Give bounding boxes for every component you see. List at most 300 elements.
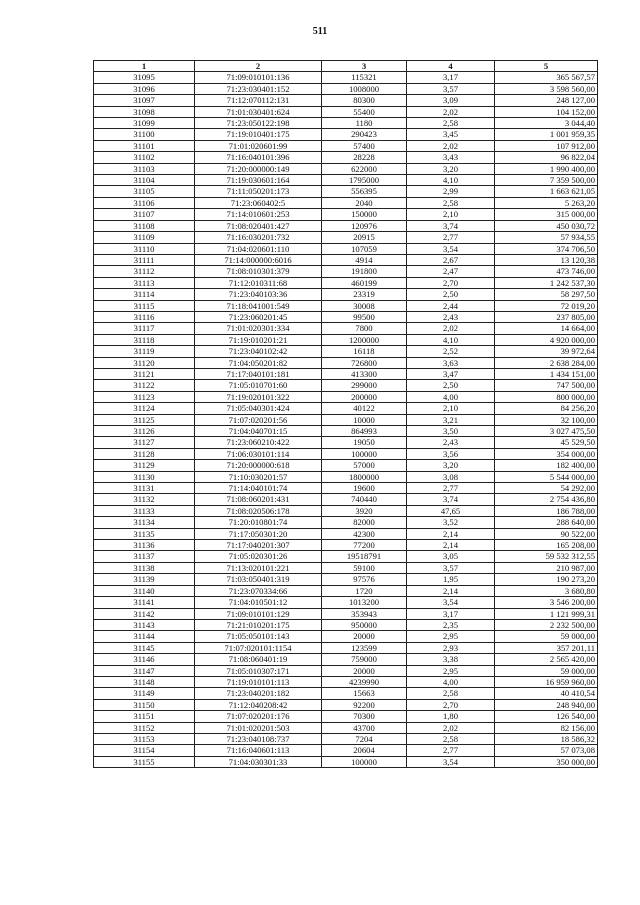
page-number: 511 xyxy=(312,26,328,37)
area-cell: 42300 xyxy=(322,528,407,539)
rate-cell: 3,57 xyxy=(407,83,495,94)
column-header-2: 2 xyxy=(195,61,322,72)
area-cell: 20000 xyxy=(322,665,407,676)
rate-cell: 3,47 xyxy=(407,368,495,379)
table-row xyxy=(94,756,598,767)
value-cell: 32 100,00 xyxy=(495,414,598,425)
value-cell: 5 544 000,00 xyxy=(495,471,598,482)
area-cell: 4914 xyxy=(322,254,407,265)
area-cell: 99500 xyxy=(322,311,407,322)
area-cell: 43700 xyxy=(322,722,407,733)
value-cell: 354 000,00 xyxy=(495,448,598,459)
value-cell: 45 529,50 xyxy=(495,437,598,448)
table-body xyxy=(94,72,598,768)
table-row xyxy=(94,551,598,562)
table-row xyxy=(94,528,598,539)
area-cell: 20604 xyxy=(322,745,407,756)
rate-cell: 2,93 xyxy=(407,642,495,653)
row-number-cell: 31139 xyxy=(94,574,195,585)
area-cell: 4239990 xyxy=(322,676,407,687)
area-cell: 20915 xyxy=(322,232,407,243)
cadastral-number-cell: 71:16:040601:113 xyxy=(195,745,322,756)
table-row xyxy=(94,585,598,596)
value-cell: 57 934,55 xyxy=(495,232,598,243)
area-cell: 40122 xyxy=(322,403,407,414)
row-number-cell: 31155 xyxy=(94,756,195,767)
value-cell: 3 680,80 xyxy=(495,585,598,596)
area-cell: 950000 xyxy=(322,619,407,630)
column-header-4: 4 xyxy=(407,61,495,72)
row-number-cell: 31097 xyxy=(94,95,195,106)
cadastral-number-cell: 71:19:030601:164 xyxy=(195,175,322,186)
value-cell: 84 256,20 xyxy=(495,403,598,414)
row-number-cell: 31109 xyxy=(94,232,195,243)
cadastral-number-cell: 71:01:030401:624 xyxy=(195,106,322,117)
table-row xyxy=(94,289,598,300)
rate-cell: 3,52 xyxy=(407,517,495,528)
rate-cell: 3,17 xyxy=(407,72,495,83)
rate-cell: 3,43 xyxy=(407,152,495,163)
cadastral-number-cell: 71:23:030401:152 xyxy=(195,83,322,94)
cadastral-number-cell: 71:03:050401:319 xyxy=(195,574,322,585)
area-cell: 1795000 xyxy=(322,175,407,186)
cadastral-number-cell: 71:23:040108:737 xyxy=(195,733,322,744)
value-cell: 3 027 475,50 xyxy=(495,426,598,437)
row-number-cell: 31114 xyxy=(94,289,195,300)
row-number-cell: 31128 xyxy=(94,448,195,459)
row-number-cell: 31115 xyxy=(94,300,195,311)
table-row xyxy=(94,266,598,277)
area-cell: 1008000 xyxy=(322,83,407,94)
row-number-cell: 31140 xyxy=(94,585,195,596)
table-row xyxy=(94,391,598,402)
row-number-cell: 31102 xyxy=(94,152,195,163)
rate-cell: 1,80 xyxy=(407,711,495,722)
cadastral-number-cell: 71:04:050201:82 xyxy=(195,357,322,368)
table-row xyxy=(94,722,598,733)
area-cell: 59100 xyxy=(322,562,407,573)
cadastral-number-cell: 71:20:010801:74 xyxy=(195,517,322,528)
value-cell: 182 400,00 xyxy=(495,460,598,471)
cadastral-number-cell: 71:10:030201:57 xyxy=(195,471,322,482)
area-cell: 1180 xyxy=(322,118,407,129)
row-number-cell: 31141 xyxy=(94,597,195,608)
rate-cell: 2,58 xyxy=(407,197,495,208)
area-cell: 200000 xyxy=(322,391,407,402)
rate-cell: 3,54 xyxy=(407,597,495,608)
value-cell: 1 434 151,00 xyxy=(495,368,598,379)
cadastral-number-cell: 71:09:010101:129 xyxy=(195,608,322,619)
cadastral-number-cell: 71:04:010501:12 xyxy=(195,597,322,608)
rate-cell: 4,10 xyxy=(407,334,495,345)
area-cell: 123599 xyxy=(322,642,407,653)
table-row xyxy=(94,334,598,345)
value-cell: 54 292,00 xyxy=(495,483,598,494)
value-cell: 350 000,00 xyxy=(495,756,598,767)
area-cell: 30008 xyxy=(322,300,407,311)
value-cell: 104 152,00 xyxy=(495,106,598,117)
value-cell: 18 586,32 xyxy=(495,733,598,744)
row-number-cell: 31126 xyxy=(94,426,195,437)
column-header-1: 1 xyxy=(94,61,195,72)
table-row xyxy=(94,197,598,208)
area-cell: 413300 xyxy=(322,368,407,379)
cadastral-number-cell: 71:20:000000:149 xyxy=(195,163,322,174)
cadastral-number-cell: 71:09:010101:136 xyxy=(195,72,322,83)
rate-cell: 2,35 xyxy=(407,619,495,630)
rate-cell: 3,21 xyxy=(407,414,495,425)
value-cell: 1 121 999,31 xyxy=(495,608,598,619)
cadastral-number-cell: 71:07:020201:56 xyxy=(195,414,322,425)
rate-cell: 2,50 xyxy=(407,380,495,391)
value-cell: 165 208,00 xyxy=(495,540,598,551)
value-cell: 3 546 200,00 xyxy=(495,597,598,608)
value-cell: 2 232 500,00 xyxy=(495,619,598,630)
row-number-cell: 31119 xyxy=(94,346,195,357)
rate-cell: 2,95 xyxy=(407,665,495,676)
rate-cell: 3,57 xyxy=(407,562,495,573)
area-cell: 290423 xyxy=(322,129,407,140)
row-number-cell: 31153 xyxy=(94,733,195,744)
table-row xyxy=(94,380,598,391)
table-row xyxy=(94,95,598,106)
rate-cell: 3,45 xyxy=(407,129,495,140)
row-number-cell: 31150 xyxy=(94,699,195,710)
table-row xyxy=(94,437,598,448)
cadastral-number-cell: 71:11:050201:173 xyxy=(195,186,322,197)
header-row xyxy=(94,61,598,72)
row-number-cell: 31101 xyxy=(94,140,195,151)
value-cell: 59 000,00 xyxy=(495,631,598,642)
value-cell: 190 273,20 xyxy=(495,574,598,585)
value-cell: 186 788,00 xyxy=(495,505,598,516)
rate-cell: 2,10 xyxy=(407,209,495,220)
cadastral-number-cell: 71:16:030201:732 xyxy=(195,232,322,243)
row-number-cell: 31111 xyxy=(94,254,195,265)
cadastral-number-cell: 71:01:020201:503 xyxy=(195,722,322,733)
rate-cell: 3,56 xyxy=(407,448,495,459)
row-number-cell: 31135 xyxy=(94,528,195,539)
cadastral-number-cell: 71:14:000000:6016 xyxy=(195,254,322,265)
row-number-cell: 31100 xyxy=(94,129,195,140)
value-cell: 2 565 420,00 xyxy=(495,654,598,665)
cadastral-number-cell: 71:05:040301:424 xyxy=(195,403,322,414)
row-number-cell: 31133 xyxy=(94,505,195,516)
data-table xyxy=(93,60,598,768)
table-row xyxy=(94,574,598,585)
rate-cell: 3,50 xyxy=(407,426,495,437)
cadastral-number-cell: 71:20:000000:618 xyxy=(195,460,322,471)
cadastral-number-cell: 71:16:040101:396 xyxy=(195,152,322,163)
row-number-cell: 31134 xyxy=(94,517,195,528)
table-row xyxy=(94,608,598,619)
area-cell: 97576 xyxy=(322,574,407,585)
row-number-cell: 31107 xyxy=(94,209,195,220)
rate-cell: 2,77 xyxy=(407,745,495,756)
area-cell: 1800000 xyxy=(322,471,407,482)
table-row xyxy=(94,631,598,642)
area-cell: 28228 xyxy=(322,152,407,163)
table-row xyxy=(94,346,598,357)
cadastral-number-cell: 71:23:060402:5 xyxy=(195,197,322,208)
rate-cell: 2,95 xyxy=(407,631,495,642)
rate-cell: 2,14 xyxy=(407,540,495,551)
area-cell: 107059 xyxy=(322,243,407,254)
cadastral-number-cell: 71:14:010601:253 xyxy=(195,209,322,220)
rate-cell: 2,02 xyxy=(407,140,495,151)
cadastral-number-cell: 71:13:020101:221 xyxy=(195,562,322,573)
table-row xyxy=(94,676,598,687)
row-number-cell: 31124 xyxy=(94,403,195,414)
row-number-cell: 31105 xyxy=(94,186,195,197)
value-cell: 82 156,00 xyxy=(495,722,598,733)
cadastral-number-cell: 71:01:020601:99 xyxy=(195,140,322,151)
table-row xyxy=(94,597,598,608)
area-cell: 19050 xyxy=(322,437,407,448)
area-cell: 100000 xyxy=(322,756,407,767)
value-cell: 96 822,04 xyxy=(495,152,598,163)
table-row xyxy=(94,72,598,83)
row-number-cell: 31125 xyxy=(94,414,195,425)
value-cell: 59 000,00 xyxy=(495,665,598,676)
cadastral-number-cell: 71:17:050301:20 xyxy=(195,528,322,539)
cadastral-number-cell: 71:08:060401:19 xyxy=(195,654,322,665)
cadastral-number-cell: 71:18:041001:549 xyxy=(195,300,322,311)
rate-cell: 2,14 xyxy=(407,528,495,539)
table-row xyxy=(94,426,598,437)
area-cell: 77200 xyxy=(322,540,407,551)
cadastral-number-cell: 71:05:010701:60 xyxy=(195,380,322,391)
table-row xyxy=(94,254,598,265)
area-cell: 864993 xyxy=(322,426,407,437)
table-row xyxy=(94,209,598,220)
cadastral-number-cell: 71:23:040201:182 xyxy=(195,688,322,699)
cadastral-number-cell: 71:05:010307:171 xyxy=(195,665,322,676)
table-row xyxy=(94,83,598,94)
rate-cell: 3,20 xyxy=(407,163,495,174)
table-row xyxy=(94,232,598,243)
table-row xyxy=(94,403,598,414)
table-row xyxy=(94,699,598,710)
area-cell: 100000 xyxy=(322,448,407,459)
rate-cell: 2,50 xyxy=(407,289,495,300)
area-cell: 622000 xyxy=(322,163,407,174)
row-number-cell: 31148 xyxy=(94,676,195,687)
row-number-cell: 31112 xyxy=(94,266,195,277)
row-number-cell: 31110 xyxy=(94,243,195,254)
row-number-cell: 31149 xyxy=(94,688,195,699)
rate-cell: 3,74 xyxy=(407,494,495,505)
rate-cell: 1,95 xyxy=(407,574,495,585)
rate-cell: 3,20 xyxy=(407,460,495,471)
area-cell: 7800 xyxy=(322,323,407,334)
value-cell: 210 987,00 xyxy=(495,562,598,573)
rate-cell: 4,00 xyxy=(407,676,495,687)
value-cell: 72 019,20 xyxy=(495,300,598,311)
area-cell: 10000 xyxy=(322,414,407,425)
area-cell: 82000 xyxy=(322,517,407,528)
cadastral-number-cell: 71:23:070334:66 xyxy=(195,585,322,596)
row-number-cell: 31096 xyxy=(94,83,195,94)
area-cell: 3920 xyxy=(322,505,407,516)
area-cell: 57400 xyxy=(322,140,407,151)
rate-cell: 3,05 xyxy=(407,551,495,562)
value-cell: 58 297,50 xyxy=(495,289,598,300)
value-cell: 365 567,57 xyxy=(495,72,598,83)
table-row xyxy=(94,540,598,551)
value-cell: 4 920 000,00 xyxy=(495,334,598,345)
cadastral-number-cell: 71:17:040101:181 xyxy=(195,368,322,379)
table-row xyxy=(94,642,598,653)
table-row xyxy=(94,175,598,186)
cadastral-number-cell: 71:23:060201:45 xyxy=(195,311,322,322)
table-row xyxy=(94,106,598,117)
cadastral-number-cell: 71:08:060201:431 xyxy=(195,494,322,505)
row-number-cell: 31152 xyxy=(94,722,195,733)
cadastral-number-cell: 71:23:040102:42 xyxy=(195,346,322,357)
rate-cell: 2,47 xyxy=(407,266,495,277)
cadastral-number-cell: 71:12:040208:42 xyxy=(195,699,322,710)
area-cell: 556395 xyxy=(322,186,407,197)
rate-cell: 2,43 xyxy=(407,311,495,322)
row-number-cell: 31098 xyxy=(94,106,195,117)
row-number-cell: 31104 xyxy=(94,175,195,186)
cadastral-number-cell: 71:05:020301:26 xyxy=(195,551,322,562)
rate-cell: 3,74 xyxy=(407,220,495,231)
area-cell: 353943 xyxy=(322,608,407,619)
cadastral-number-cell: 71:06:030101:114 xyxy=(195,448,322,459)
cadastral-number-cell: 71:07:020201:176 xyxy=(195,711,322,722)
value-cell: 288 640,00 xyxy=(495,517,598,528)
value-cell: 450 030,72 xyxy=(495,220,598,231)
row-number-cell: 31130 xyxy=(94,471,195,482)
row-number-cell: 31123 xyxy=(94,391,195,402)
row-number-cell: 31099 xyxy=(94,118,195,129)
table-row xyxy=(94,494,598,505)
cadastral-number-cell: 71:12:070112:131 xyxy=(195,95,322,106)
table-row xyxy=(94,414,598,425)
area-cell: 57000 xyxy=(322,460,407,471)
row-number-cell: 31136 xyxy=(94,540,195,551)
value-cell: 126 540,00 xyxy=(495,711,598,722)
table-header xyxy=(94,61,598,72)
row-number-cell: 31121 xyxy=(94,368,195,379)
rate-cell: 2,67 xyxy=(407,254,495,265)
cadastral-number-cell: 71:14:040101:74 xyxy=(195,483,322,494)
value-cell: 1 663 621,05 xyxy=(495,186,598,197)
rate-cell: 4,10 xyxy=(407,175,495,186)
row-number-cell: 31117 xyxy=(94,323,195,334)
row-number-cell: 31144 xyxy=(94,631,195,642)
rate-cell: 3,54 xyxy=(407,243,495,254)
rate-cell: 2,58 xyxy=(407,118,495,129)
table-row xyxy=(94,140,598,151)
cadastral-number-cell: 71:19:010401:175 xyxy=(195,129,322,140)
cadastral-number-cell: 71:12:010311:68 xyxy=(195,277,322,288)
area-cell: 19518791 xyxy=(322,551,407,562)
row-number-cell: 31103 xyxy=(94,163,195,174)
cadastral-number-cell: 71:23:050122:198 xyxy=(195,118,322,129)
value-cell: 800 000,00 xyxy=(495,391,598,402)
table-row xyxy=(94,368,598,379)
rate-cell: 2,43 xyxy=(407,437,495,448)
row-number-cell: 31132 xyxy=(94,494,195,505)
table-row xyxy=(94,711,598,722)
table-row xyxy=(94,562,598,573)
area-cell: 1720 xyxy=(322,585,407,596)
table-row xyxy=(94,129,598,140)
value-cell: 1 990 400,00 xyxy=(495,163,598,174)
row-number-cell: 31143 xyxy=(94,619,195,630)
row-number-cell: 31127 xyxy=(94,437,195,448)
column-header-3: 3 xyxy=(322,61,407,72)
table-row xyxy=(94,745,598,756)
rate-cell: 2,02 xyxy=(407,106,495,117)
cadastral-number-cell: 71:19:020101:322 xyxy=(195,391,322,402)
column-header-5: 5 xyxy=(495,61,598,72)
value-cell: 248 127,00 xyxy=(495,95,598,106)
rate-cell: 3,38 xyxy=(407,654,495,665)
value-cell: 57 073,08 xyxy=(495,745,598,756)
table-row xyxy=(94,300,598,311)
rate-cell: 3,17 xyxy=(407,608,495,619)
value-cell: 7 359 500,00 xyxy=(495,175,598,186)
area-cell: 759000 xyxy=(322,654,407,665)
row-number-cell: 31142 xyxy=(94,608,195,619)
rate-cell: 2,02 xyxy=(407,323,495,334)
cadastral-number-cell: 71:04:020601:110 xyxy=(195,243,322,254)
table-row xyxy=(94,277,598,288)
value-cell: 40 410,54 xyxy=(495,688,598,699)
row-number-cell: 31120 xyxy=(94,357,195,368)
area-cell: 70300 xyxy=(322,711,407,722)
table-row xyxy=(94,357,598,368)
cadastral-number-cell: 71:07:020101:1154 xyxy=(195,642,322,653)
row-number-cell: 31118 xyxy=(94,334,195,345)
rate-cell: 2,10 xyxy=(407,403,495,414)
area-cell: 726800 xyxy=(322,357,407,368)
row-number-cell: 31146 xyxy=(94,654,195,665)
area-cell: 2040 xyxy=(322,197,407,208)
table-row xyxy=(94,460,598,471)
area-cell: 80300 xyxy=(322,95,407,106)
rate-cell: 2,70 xyxy=(407,699,495,710)
value-cell: 14 664,00 xyxy=(495,323,598,334)
value-cell: 374 706,50 xyxy=(495,243,598,254)
area-cell: 1013200 xyxy=(322,597,407,608)
table-row xyxy=(94,654,598,665)
row-number-cell: 31095 xyxy=(94,72,195,83)
cadastral-number-cell: 71:17:040201:307 xyxy=(195,540,322,551)
rate-cell: 2,02 xyxy=(407,722,495,733)
area-cell: 120976 xyxy=(322,220,407,231)
value-cell: 13 120,38 xyxy=(495,254,598,265)
value-cell: 1 001 959,35 xyxy=(495,129,598,140)
table-row xyxy=(94,517,598,528)
row-number-cell: 31122 xyxy=(94,380,195,391)
area-cell: 92200 xyxy=(322,699,407,710)
value-cell: 59 532 312,55 xyxy=(495,551,598,562)
row-number-cell: 31131 xyxy=(94,483,195,494)
rate-cell: 3,08 xyxy=(407,471,495,482)
area-cell: 191800 xyxy=(322,266,407,277)
value-cell: 2 638 284,00 xyxy=(495,357,598,368)
table-row xyxy=(94,483,598,494)
value-cell: 16 959 960,00 xyxy=(495,676,598,687)
area-cell: 115321 xyxy=(322,72,407,83)
cadastral-number-cell: 71:08:010301:379 xyxy=(195,266,322,277)
table-row xyxy=(94,243,598,254)
